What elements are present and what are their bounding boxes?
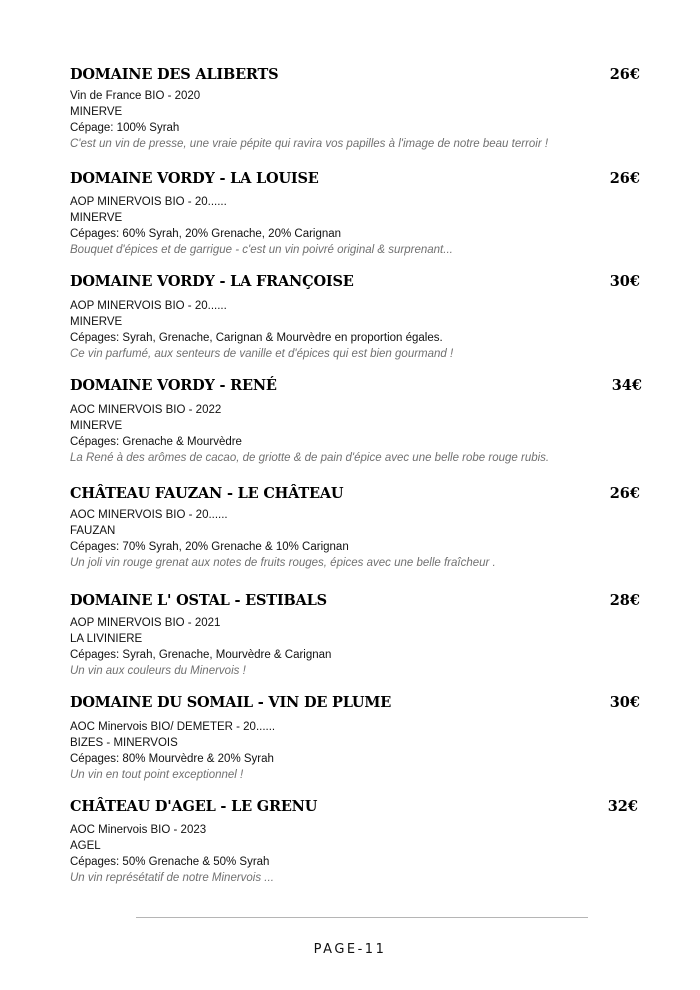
wine-entry [70, 694, 642, 783]
page-number: PAGE-11 [313, 942, 387, 957]
wine-entry [70, 377, 642, 466]
wine-grapes: Cépages: Syrah, Grenache, Mourvèdre & Carignan [70, 649, 332, 661]
wine-location: MINERVE [70, 420, 123, 432]
wine-entry [70, 798, 642, 886]
wine-price: 30€ [609, 273, 640, 290]
wine-header [70, 377, 642, 402]
wine-description: Un joli vin rouge grenat aux notes de fruits rouges, épices avec une belle fraîcheur . [70, 557, 496, 569]
wine-grapes: Cépages: 50% Grenache & 50% Syrah [70, 856, 270, 868]
wine-price: 34€ [611, 377, 642, 394]
wine-location: MINERVE [70, 316, 123, 328]
wine-appellation: AOC Minervois BIO - 2023 [70, 824, 207, 836]
wine-header [70, 66, 642, 88]
wine-description: Un vin en tout point exceptionnel ! [70, 769, 244, 781]
wine-description: Ce vin parfumé, aux senteurs de vanille et d'épices qui est bien gourmand ! [70, 348, 454, 360]
wine-description: C'est un vin de presse, une vraie pépite qui ravira vos papilles à l'image de notre beau terroir ! [70, 138, 549, 150]
wine-name: CHÂTEAU D'AGEL - LE GRENU [70, 798, 318, 815]
wine-appellation: AOP MINERVOIS BIO - 2021 [70, 617, 221, 629]
wine-price: 26€ [609, 66, 640, 83]
wine-price: 26€ [609, 170, 640, 187]
wine-price: 26€ [609, 485, 640, 502]
wine-location: MINERVE [70, 212, 123, 224]
wine-entry [70, 485, 642, 571]
wine-price: 28€ [609, 592, 640, 609]
wine-name: CHÂTEAU FAUZAN - LE CHÂTEAU [70, 485, 344, 502]
wine-name: DOMAINE VORDY - LA FRANÇOISE [70, 273, 354, 290]
wine-entry [70, 170, 642, 258]
wine-description: La René à des arômes de cacao, de griotte & de pain d'épice avec une belle robe rouge rubis. [70, 452, 550, 464]
wine-appellation: AOP MINERVOIS BIO - 20...... [70, 196, 227, 208]
wine-header [70, 798, 642, 822]
wine-appellation: AOC MINERVOIS BIO - 20...... [70, 509, 228, 521]
wine-name: DOMAINE DES ALIBERTS [70, 66, 279, 83]
wine-entry [70, 66, 642, 152]
wine-location: BIZES - MINERVOIS [70, 737, 178, 749]
wine-location: FAUZAN [70, 525, 116, 537]
wine-description: Un vin représétatif de notre Minervois ... [70, 872, 274, 884]
wine-description: Un vin aux couleurs du Minervois ! [70, 665, 246, 677]
wine-description: Bouquet d'épices et de garrigue - c'est un vin poivré original & surprenant... [70, 244, 453, 256]
wine-header [70, 694, 642, 719]
wine-grapes: Cépages: Syrah, Grenache, Carignan & Mourvèdre en proportion égales. [70, 332, 443, 344]
wine-grapes: Cépage: 100% Syrah [70, 122, 180, 134]
wine-appellation: AOC Minervois BIO/ DEMETER - 20...... [70, 721, 276, 733]
wine-price: 30€ [609, 694, 640, 711]
footer-divider [136, 917, 588, 918]
wine-location: AGEL [70, 840, 101, 852]
wine-appellation: AOP MINERVOIS BIO - 20...... [70, 300, 227, 312]
wine-location: LA LIVINIERE [70, 633, 143, 645]
wine-location: MINERVE [70, 106, 123, 118]
wine-header [70, 485, 642, 507]
wine-name: DOMAINE DU SOMAIL - VIN DE PLUME [70, 694, 392, 711]
wine-entry [70, 592, 642, 679]
wine-entry [70, 273, 642, 362]
wine-name: DOMAINE L' OSTAL - ESTIBALS [70, 592, 327, 609]
wine-header [70, 170, 642, 194]
wine-grapes: Cépages: 80% Mourvèdre & 20% Syrah [70, 753, 274, 765]
wine-appellation: AOC MINERVOIS BIO - 2022 [70, 404, 222, 416]
wine-appellation: Vin de France BIO - 2020 [70, 90, 201, 102]
wine-header [70, 273, 642, 298]
wine-grapes: Cépages: 70% Syrah, 20% Grenache & 10% Carignan [70, 541, 349, 553]
wine-grapes: Cépages: Grenache & Mourvèdre [70, 436, 242, 448]
wine-grapes: Cépages: 60% Syrah, 20% Grenache, 20% Carignan [70, 228, 342, 240]
wine-name: DOMAINE VORDY - RENÉ [70, 377, 277, 394]
wine-header [70, 592, 642, 615]
wine-name: DOMAINE VORDY - LA LOUISE [70, 170, 319, 187]
wine-price: 32€ [607, 798, 638, 815]
